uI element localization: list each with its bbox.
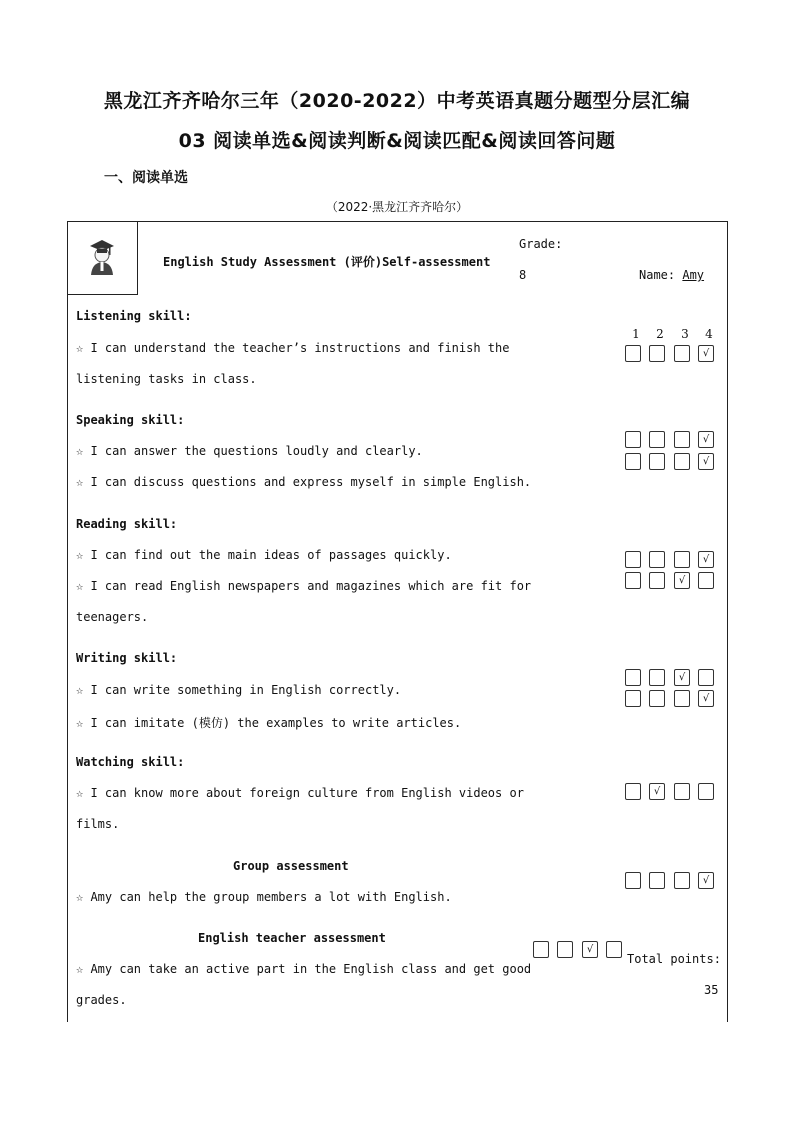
rating-checkbox[interactable] <box>674 345 690 362</box>
scale-label: 3 <box>681 327 689 341</box>
listening-item-1: ☆ I can understand the teacher’s instructions and finish the <box>76 341 510 355</box>
rating-checkbox[interactable]: √ <box>674 669 690 686</box>
rating-checkbox[interactable] <box>649 872 665 889</box>
scale-label: 4 <box>705 327 713 341</box>
rating-row <box>625 783 725 803</box>
rating-row <box>625 431 725 451</box>
rating-checkbox[interactable]: √ <box>649 783 665 800</box>
total-points-label: Total points: <box>627 952 721 966</box>
writing-item-2: ☆ I can imitate (模仿) the examples to write articles. <box>76 716 462 730</box>
group-item-1: ☆ Amy can help the group members a lot with English. <box>76 890 452 904</box>
rating-scale <box>627 327 727 341</box>
rating-checkbox[interactable] <box>649 690 665 707</box>
rating-checkbox[interactable]: √ <box>582 941 598 958</box>
rating-checkbox[interactable]: √ <box>698 453 714 470</box>
rating-row <box>625 872 725 892</box>
rating-checkbox[interactable] <box>674 551 690 568</box>
rating-checkbox[interactable] <box>625 431 641 448</box>
rating-checkbox[interactable] <box>649 431 665 448</box>
grade-value: 8 <box>519 268 527 282</box>
rating-checkbox[interactable]: √ <box>698 690 714 707</box>
teacher-heading: English teacher assessment <box>198 931 386 945</box>
rating-checkbox[interactable] <box>625 572 641 589</box>
form-title: English Study Assessment (评价)Self-assessment <box>163 255 491 269</box>
graduate-student-icon <box>88 238 116 276</box>
rating-checkbox[interactable] <box>625 872 641 889</box>
rating-checkbox[interactable] <box>649 453 665 470</box>
rating-checkbox[interactable] <box>698 669 714 686</box>
document-subtitle: 03 阅读单选&阅读判断&阅读匹配&阅读回答问题 <box>178 130 616 152</box>
rating-row <box>625 551 725 571</box>
rating-row <box>533 941 633 961</box>
name-label: Name: <box>639 268 683 282</box>
listening-heading: Listening skill: <box>76 309 192 323</box>
reading-item-2-cont: teenagers. <box>76 610 149 624</box>
rating-checkbox[interactable] <box>557 941 573 958</box>
speaking-item-2: ☆ I can discuss questions and express myself in simple English. <box>76 475 532 489</box>
rating-checkbox[interactable] <box>649 572 665 589</box>
rating-checkbox[interactable]: √ <box>698 872 714 889</box>
watching-item-1-cont: films. <box>76 817 120 831</box>
rating-row <box>625 572 725 592</box>
rating-checkbox[interactable]: √ <box>698 431 714 448</box>
rating-checkbox[interactable] <box>625 783 641 800</box>
name-field <box>639 268 704 282</box>
teacher-item-1-cont: grades. <box>76 993 127 1007</box>
rating-checkbox[interactable]: √ <box>698 345 714 362</box>
name-value: Amy <box>682 268 705 282</box>
rating-checkbox[interactable] <box>606 941 622 958</box>
rating-checkbox[interactable]: √ <box>698 551 714 568</box>
rating-checkbox[interactable] <box>674 690 690 707</box>
group-heading: Group assessment <box>233 859 349 873</box>
reading-heading: Reading skill: <box>76 517 178 531</box>
reading-item-1: ☆ I can find out the main ideas of passages quickly. <box>76 548 452 562</box>
rating-checkbox[interactable] <box>698 783 714 800</box>
rating-row <box>625 345 725 365</box>
scale-label: 2 <box>656 327 664 341</box>
watching-item-1: ☆ I can know more about foreign culture from English videos or <box>76 786 524 800</box>
scale-label: 1 <box>632 327 640 341</box>
rating-checkbox[interactable] <box>625 551 641 568</box>
rating-checkbox[interactable]: √ <box>674 572 690 589</box>
speaking-item-1: ☆ I can answer the questions loudly and clearly. <box>76 444 423 458</box>
rating-checkbox[interactable] <box>674 453 690 470</box>
rating-checkbox[interactable] <box>625 669 641 686</box>
teacher-item-1: ☆ Amy can take an active part in the English class and get good <box>76 962 532 976</box>
rating-checkbox[interactable] <box>533 941 549 958</box>
rating-checkbox[interactable] <box>649 551 665 568</box>
rating-row <box>625 690 725 710</box>
rating-row <box>625 453 725 473</box>
rating-checkbox[interactable] <box>625 453 641 470</box>
rating-checkbox[interactable] <box>674 431 690 448</box>
assessment-form <box>67 221 728 1022</box>
rating-checkbox[interactable] <box>649 345 665 362</box>
writing-item-1: ☆ I can write something in English correctly. <box>76 683 402 697</box>
reading-item-2: ☆ I can read English newspapers and magazines which are fit for <box>76 579 532 593</box>
source-note: （2022·黑龙江齐齐哈尔） <box>325 200 469 214</box>
document-title: 黑龙江齐齐哈尔三年（2020-2022）中考英语真题分题型分层汇编 <box>103 90 691 112</box>
grade-label: Grade: <box>519 237 563 251</box>
rating-checkbox[interactable] <box>625 690 641 707</box>
rating-row <box>625 669 725 689</box>
rating-checkbox[interactable] <box>649 669 665 686</box>
rating-checkbox[interactable] <box>698 572 714 589</box>
rating-checkbox[interactable] <box>674 872 690 889</box>
rating-checkbox[interactable] <box>625 345 641 362</box>
rating-checkbox[interactable] <box>674 783 690 800</box>
speaking-heading: Speaking skill: <box>76 413 185 427</box>
writing-heading: Writing skill: <box>76 651 178 665</box>
section-heading: 一、阅读单选 <box>104 170 188 186</box>
header-icon-cell <box>68 222 138 295</box>
watching-heading: Watching skill: <box>76 755 185 769</box>
total-points-value: 35 <box>704 983 719 997</box>
listening-item-1-cont: listening tasks in class. <box>76 372 257 386</box>
